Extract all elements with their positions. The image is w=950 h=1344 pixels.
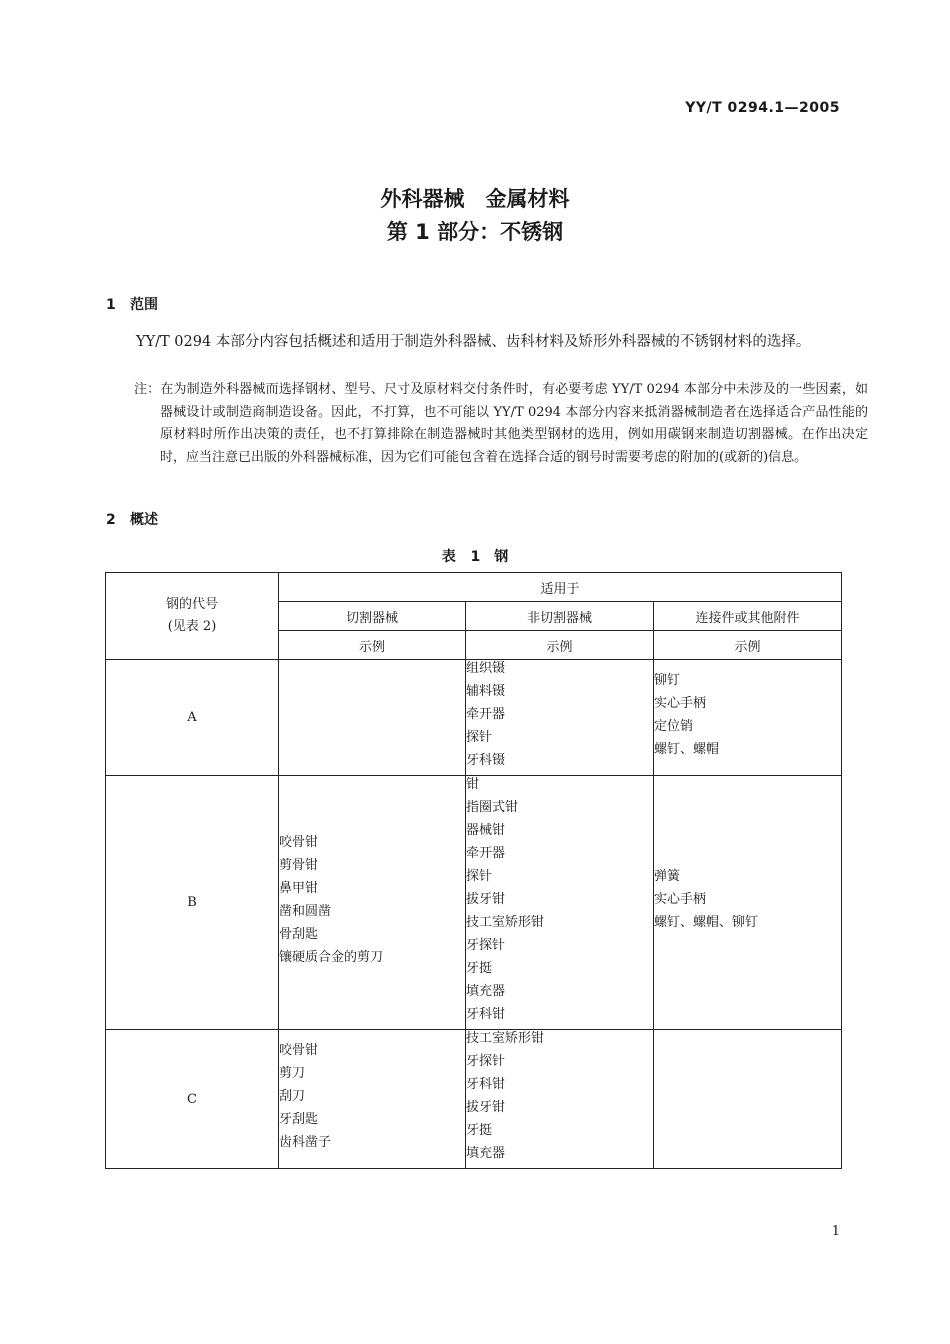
steel-table [105, 572, 842, 1169]
steel-code-cell: A [106, 660, 279, 776]
non-cutting-item: 牵开器 [466, 707, 506, 722]
steel-code-header-line2: (见表 2) [167, 619, 217, 634]
steel-table-body [106, 660, 842, 1169]
non-cutting-item: 探针 [466, 730, 493, 745]
cutting-item: 骨刮匙 [279, 926, 319, 942]
table-row [106, 660, 842, 776]
document-title-line2: 第 1 部分：不锈钢 [386, 220, 564, 244]
page-number: 1 [831, 1224, 840, 1239]
cutting-item: 鼻甲钳 [279, 880, 319, 896]
table-row [106, 1030, 842, 1169]
non-cutting-item: 牙科镊 [466, 753, 506, 768]
fitting-item: 实心手柄 [654, 892, 707, 907]
non-cutting-cell [466, 1030, 654, 1169]
cutting-item: 齿科凿子 [279, 1134, 332, 1150]
scope-note: 注：在为制造外科器械而选择钢材、型号、尺寸及原材料交付条件时，有必要考虑 YY/T 0294 本部分中未涉及的一些因素，如器械设计或制造商制造设备。因此，不打算，也不可能以 YY/T 0294 本部分内容来抵消器械制造者在选择适合产品性能的原材料时所作出决策的责任，也不打算排除在制造器械时其他类型钢材的选用，例如用碳钢来制造切割器械。在作出决定时，应当注意已出版的外科器械标准，因为它们可能包含着在选择合适的钢号时需要考虑的附加的(或新的)信息。 [134, 382, 868, 465]
section-1-number: 1 [106, 297, 116, 313]
fitting-item: 螺钉、螺帽、铆钉 [654, 915, 759, 930]
non-cutting-item: 钳 [466, 777, 480, 792]
document-title-line1: 外科器械 金属材料 [380, 187, 570, 211]
non-cutting-item: 指圈式钳 [466, 800, 519, 815]
fitting-item: 螺钉、螺帽 [654, 741, 720, 757]
non-cutting-item: 牙科钳 [466, 1007, 506, 1022]
non-cutting-item: 拔牙钳 [466, 892, 506, 907]
fittings-header: 连接件或其他附件 [654, 602, 842, 631]
non-cutting-item: 填充器 [466, 1146, 506, 1161]
section-2-number: 2 [106, 512, 116, 528]
non-cutting-item: 器械钳 [466, 823, 506, 838]
steel-code-header [106, 573, 279, 660]
example-header: 示例 [466, 631, 654, 660]
cutting-item: 咬骨钳 [279, 834, 319, 850]
fitting-cell [654, 776, 842, 1030]
fitting-item: 定位销 [654, 718, 694, 734]
cutting-item: 刮刀 [279, 1088, 306, 1104]
standard-code: YY/T 0294.1—2005 [685, 100, 840, 116]
cutting-cell [279, 660, 466, 776]
steel-code-header-line1: 钢的代号 [165, 597, 218, 612]
cutting-item: 剪骨钳 [279, 857, 319, 873]
non-cutting-cell [466, 660, 654, 776]
non-cutting-item: 技工室矫形钳 [466, 915, 545, 930]
cutting-instruments-header: 切割器械 [279, 602, 466, 631]
section-1-heading [106, 294, 158, 314]
non-cutting-item: 探针 [466, 869, 493, 884]
cutting-item: 咬骨钳 [279, 1042, 319, 1058]
section-2-heading [106, 509, 158, 529]
example-header: 示例 [279, 631, 466, 660]
non-cutting-item: 技工室矫形钳 [466, 1031, 545, 1046]
section-2-title: 概述 [130, 512, 158, 528]
fitting-item: 实心手柄 [654, 695, 707, 711]
applicable-header: 适用于 [279, 573, 842, 602]
table-caption: 表 1 钢 [441, 549, 509, 565]
fitting-cell [654, 660, 842, 776]
fitting-cell [654, 1030, 842, 1169]
non-cutting-item: 牙科钳 [466, 1077, 506, 1092]
steel-code-cell: C [106, 1030, 279, 1169]
fitting-item: 铆钉 [654, 672, 681, 688]
non-cutting-item: 填充器 [466, 984, 506, 999]
example-header: 示例 [654, 631, 842, 660]
steel-code-cell: B [106, 776, 279, 1030]
non-cutting-item: 牙探针 [466, 938, 506, 953]
section-1-title: 范围 [130, 297, 158, 313]
cutting-cell [279, 776, 466, 1030]
non-cutting-item: 牵开器 [466, 846, 506, 861]
non-cutting-item: 牙挺 [466, 1123, 493, 1138]
cutting-item: 牙刮匙 [279, 1111, 319, 1127]
non-cutting-item: 拔牙钳 [466, 1100, 506, 1115]
table-row [106, 776, 842, 1030]
non-cutting-cell [466, 776, 654, 1030]
non-cutting-item: 辅料镊 [466, 684, 506, 699]
cutting-cell [279, 1030, 466, 1169]
scope-paragraph: YY/T 0294 本部分内容包括概述和适用于制造外科器械、齿科材料及矫形外科器械的不锈钢材料的选择。 [136, 334, 811, 350]
non-cutting-instruments-header: 非切割器械 [466, 602, 654, 631]
cutting-item: 凿和圆凿 [279, 903, 332, 919]
cutting-item: 剪刀 [279, 1065, 306, 1081]
non-cutting-item: 组织镊 [466, 661, 506, 676]
fitting-item: 弹簧 [654, 869, 681, 884]
non-cutting-item: 牙挺 [466, 961, 493, 976]
cutting-item: 镶硬质合金的剪刀 [279, 949, 384, 965]
non-cutting-item: 牙探针 [466, 1054, 506, 1069]
